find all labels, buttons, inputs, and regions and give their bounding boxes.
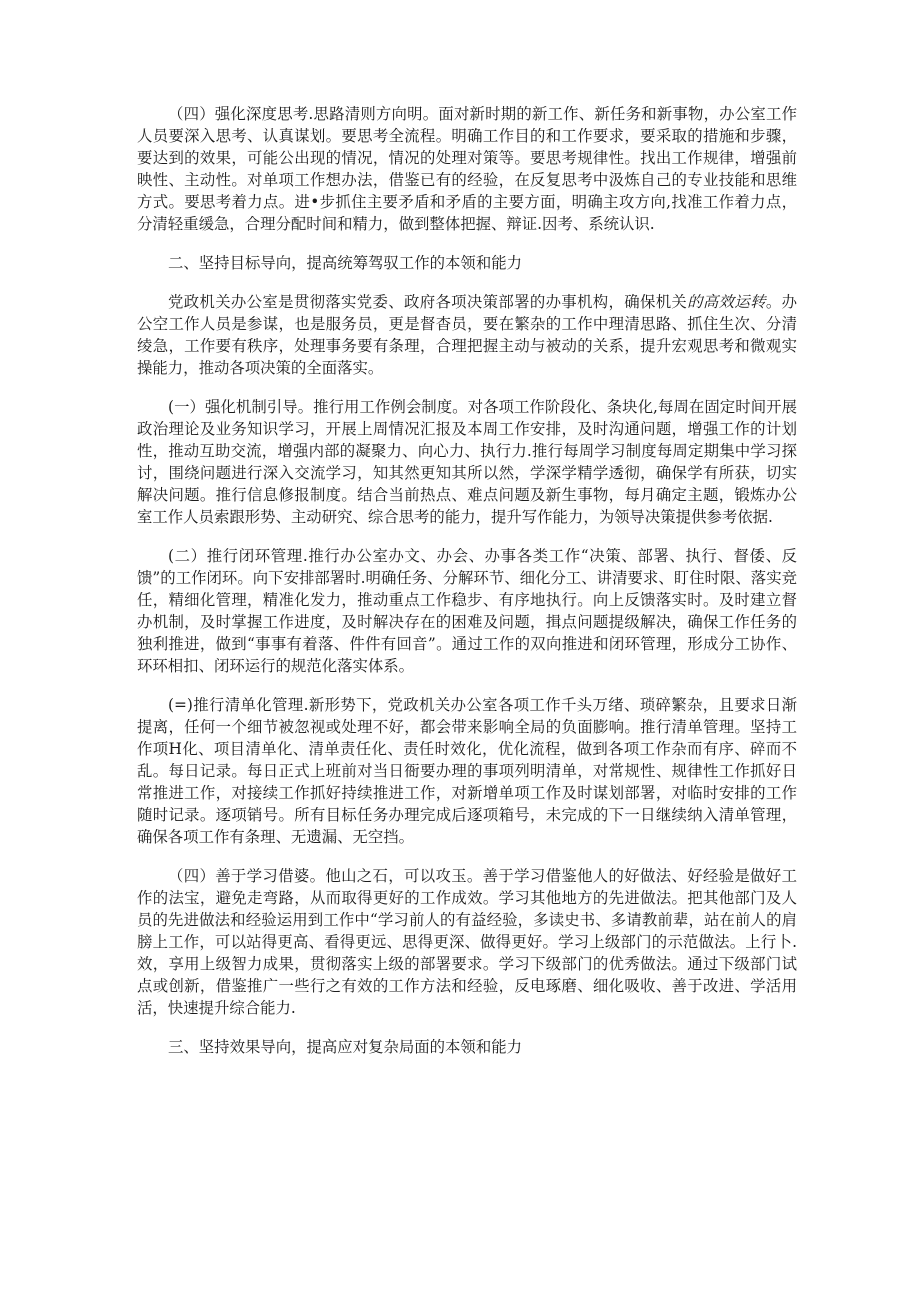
paragraph-closed-loop-management: (二）推行闭环管理.推行办公室办文、办会、办事各类工作“决策、部署、执行、督倭、反馈”的工作闭环。向下安排部署时.明确任务、分解环节、细化分工、讲清要求、盯住时限、落实竞任，精细化管理，精准化发力，推动重点工作稳步、有序地执行。向上反馈落实时。及时建立督办机制，及时掌握工作进度，及时解决存在的困难及问题，揖点问题提级解决，确保工作任务的独利推进，做到“事事有着落、件件有回音”。通过工作的双向推进和闭环管理，形成分工协作、环环相扣、闭环运行的规范化落实体系。 — [137, 547, 797, 675]
paragraph-office-role — [137, 292, 797, 380]
paragraph-office-role-part-1: 党政机关办公室是贯彻落实党委、政府各项决策部署的办事机构，确保机关 — [168, 293, 688, 312]
paragraph-office-role-italic: 的高效运转 — [687, 293, 766, 312]
section-heading-result-oriented: 三、坚持效果导向，提高应对复杂局面的本领和能力 — [168, 1038, 522, 1057]
paragraph-deep-thinking: （四）强化深度思考.思路清则方向明。面对新时期的新工作、新任务和新事物，办公室工作人员要深入思考、认真谋划。要思考全流程。明确工作目的和工作要求，要采取的措施和步骤，要达到的效果，可能公出现的情况，情况的处理对策等。要思考规律性。找出工作规律，增强前映性、主动性。对单项工作想办法，借鉴已有的经验，在反复思考中汲炼自己的专业技能和思维方式。要思考着力点。进•步抓住主要矛盾和矛盾的主要方面，明确主攻方向,找准工作着力点，分清轻重缓急，合理分配时间和精力，做到整体把握、辩证.因考、系统认识. — [137, 105, 797, 233]
paragraph-learning-from-others: （四）善于学习借婆。他山之石，可以攻玉。善于学习借鉴他人的好做法、好经验是做好工作的法宝，避免走弯路，从而取得更好的工作成效。学习其他地方的先进做法。把其他部门及人员的先进做法和经验运用到工作中“学习前人的有益经验，多读史书、多请教前辈，站在前人的肩膀上工作，可以站得更高、看得更远、思得更深、做得更好。学习上级部门的示范做法。上行卜.效，享用上级智力成果，贯彻落实上级的部署要求。学习下级部门的优秀做法。通过下级部门试点或创新，借鉴推广一些行之有效的工作方法和经验，反电琢磨、细化吸收、善于改进、学活用活，快速提升综合能力. — [137, 867, 797, 1017]
paragraph-mechanism-guidance: (一）强化机制引导。推行用工作例会制度。对各项工作阶段化、条块化,每周在固定时间开展政治理论及业务知识学习，开展上周情况汇报及本周工作安排，及时沟通问题，增强工作的计划性，推动互助交流，增强内部的凝聚力、向心力、执行力.推行每周学习制度每周定期集中学习探讨，围绕问题进行深入交流学习，知其然更知其所以然，学深学精学透彻，确保学有所获，切实解决问题。推行信息修报制度。结合当前热点、难点问题及新生事物，每月确定主题，锻炼办公室工作人员索跟形势、主动研究、综合思考的能力，提升写作能力，为领导决策提供参考依据. — [137, 398, 797, 526]
section-heading-goal-oriented: 二、坚持目标导向，提高统筹驾驭工作的本领和能力 — [168, 253, 522, 272]
paragraph-office-role-part-2: 。办公空工作人员是参谋，也是服务员，更是督杳员，要在繁杂的工作中理清思路、抓住生次、分清绫急，工作要有秩序，处理事务要有条理，合理把握主动与被动的关系，提升宏观思考和微观实操能力，推动各项决策的全面落实。 — [137, 293, 797, 378]
paragraph-checklist-management: (=)推行清单化管理.新形势下，党政机关办公室各项工作千头万绪、琐碎繁杂，且要求日渐提离，任何一个细节被忽视或处理不好，都会带来影响全局的负面膨响。推行清单管理。坚持工作项H化、项目清单化、清单责任化、责任时效化，优化流程，做到各项工作杂而有序、碎而不乱。每日记录。每日正式上班前对当日衙要办理的事项列明清单，对常规性、规律性工作抓好日常推进工作，对接续工作抓好持续推进工作，对新增单项工作及时谋划部署，对临时安排的工作随时记录。逐项销号。所有目标任务办理完成后逐项箱号，未完成的下一日继续纳入清单管理，确保各项工作有条理、无遗漏、无空挡。 — [137, 696, 797, 846]
document-body — [137, 104, 797, 1076]
